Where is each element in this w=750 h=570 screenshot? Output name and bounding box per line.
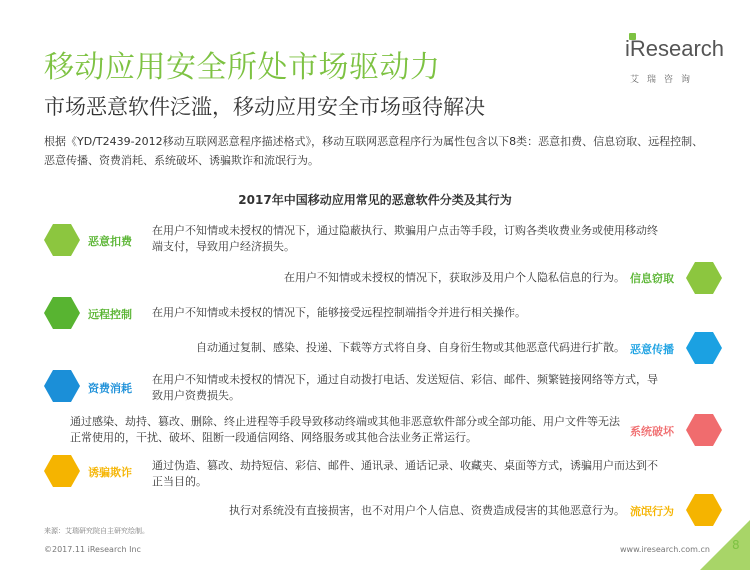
website-link[interactable]: www.iresearch.com.cn [620, 545, 710, 554]
category-label: 流氓行为 [630, 505, 674, 518]
hexagon-icon [44, 370, 80, 402]
hexagon-icon [686, 414, 722, 446]
brand-logo: iResearch [625, 36, 725, 61]
hexagon-icon [44, 224, 80, 256]
chart-title: 2017年中国移动应用常见的恶意软件分类及其行为 [238, 193, 512, 207]
category-description: 通过感染、劫持、篡改、删除、终止进程等手段导致移动终端或其他非恶意软件部分或全部功能、用户文件等无法正常使用的，干扰、破坏、阻断一段通信网络、网络服务或其他合法业务正常运行。 [70, 415, 620, 444]
hexagon-icon [44, 455, 80, 487]
category-description: 执行对系统没有直接损害，也不对用户个人信息、资费造成侵害的其他恶意行为。 [229, 504, 625, 517]
category-label: 恶意传播 [630, 343, 674, 356]
page-number: 8 [732, 538, 740, 552]
category-description: 在用户不知情或未授权的情况下，通过隐蔽执行、欺骗用户点击等手段，订购各类收费业务或使用移动终端支付，导致用户经济损失。 [152, 224, 658, 253]
copyright: ©2017.11 iResearch Inc [44, 545, 141, 554]
category-description: 自动通过复制、感染、投递、下载等方式将自身、自身衍生物或其他恶意代码进行扩散。 [196, 341, 625, 354]
category-label: 系统破坏 [630, 425, 674, 438]
category-label: 信息窃取 [630, 272, 674, 285]
category-label: 恶意扣费 [88, 235, 132, 248]
hexagon-icon [686, 332, 722, 364]
category-label: 远程控制 [88, 308, 132, 321]
category-description: 在用户不知情或未授权的情况下，获取涉及用户个人隐私信息的行为。 [284, 271, 625, 284]
intro-paragraph: 根据《YD/T2439-2012移动互联网恶意程序描述格式》，移动互联网恶意程序行为属性包含以下8类：恶意扣费、信息窃取、远程控制、恶意传播、资费消耗、系统破坏、诱骗欺诈和流氓行为。 [44, 135, 704, 167]
category-description: 在用户不知情或未授权的情况下，通过自动拨打电话、发送短信、彩信、邮件、频繁链接网络等方式，导致用户资费损失。 [152, 373, 658, 402]
page-title: 移动应用安全所处市场驱动力 [44, 50, 441, 85]
hexagon-icon [44, 297, 80, 329]
source-note: 来源：艾瑞研究院自主研究绘制。 [44, 527, 149, 535]
hexagon-icon [686, 262, 722, 294]
category-label: 资费消耗 [88, 382, 132, 395]
hexagon-icon [686, 494, 722, 526]
category-description: 在用户不知情或未授权的情况下，能够接受远程控制端指令并进行相关操作。 [152, 306, 526, 319]
brand-logo-cn: 艾瑞咨询 [630, 75, 699, 85]
page-subtitle: 市场恶意软件泛滥，移动应用安全市场亟待解决 [44, 95, 485, 119]
category-label: 诱骗欺诈 [88, 466, 132, 479]
category-description: 通过伪造、篡改、劫持短信、彩信、邮件、通讯录、通话记录、收藏夹、桌面等方式，诱骗用户而达到不正当目的。 [152, 459, 658, 488]
